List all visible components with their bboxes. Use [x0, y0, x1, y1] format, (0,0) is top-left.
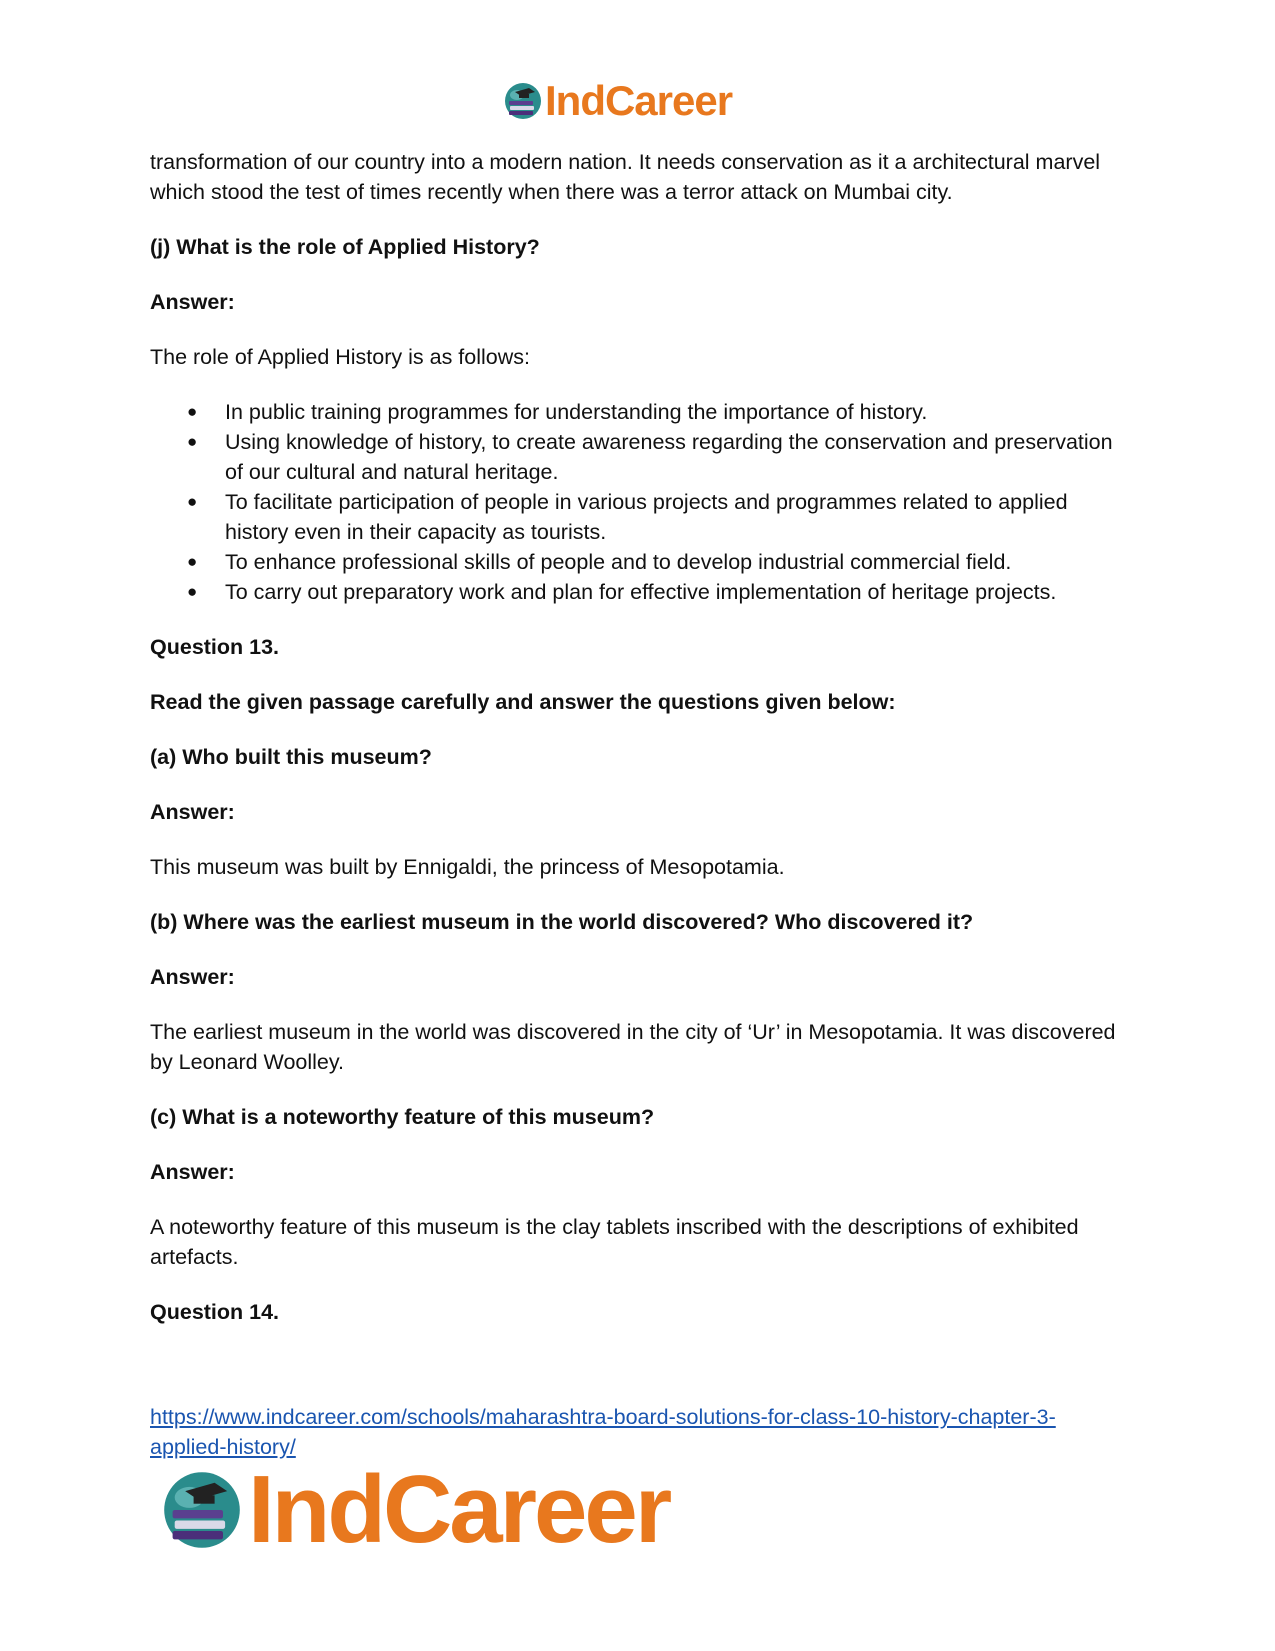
- question-j: (j) What is the role of Applied History?: [150, 235, 540, 259]
- question-13a: (a) Who built this museum?: [150, 745, 432, 769]
- list-item: ● In public training programmes for understanding the importance of history.: [150, 397, 1130, 427]
- answer-label-j: Answer:: [150, 290, 235, 314]
- answer-lead-j: The role of Applied History is as follows:: [150, 345, 530, 369]
- applied-history-roles-list: [150, 397, 1130, 607]
- list-item: ● To carry out preparatory work and plan for effective implementation of heritage projects.: [150, 577, 1130, 607]
- answer-label-13c: Answer:: [150, 1160, 235, 1184]
- question-13c: (c) What is a noteworthy feature of this museum?: [150, 1105, 655, 1129]
- document-body: [150, 147, 1130, 1352]
- answer-13c: A noteworthy feature of this museum is the clay tablets inscribed with the descriptions of exhibited artefacts.: [150, 1215, 1079, 1269]
- globe-book-icon: [160, 1468, 244, 1552]
- answer-13b: The earliest museum in the world was discovered in the city of ‘Ur’ in Mesopotamia. It was discovered by Leonard Woolley.: [150, 1020, 1116, 1074]
- answer-label-13b: Answer:: [150, 965, 235, 989]
- question-14-heading: Question 14.: [150, 1300, 280, 1324]
- globe-book-icon: [503, 81, 543, 121]
- logo-wordmark: IndCareer: [545, 77, 733, 124]
- intro-paragraph: transformation of our country into a modern nation. It needs conservation as it a architectural marvel which stood the test of times recently when there was a terror attack on Mumbai city.: [150, 150, 1101, 204]
- list-item: ● To enhance professional skills of people and to develop industrial commercial field.: [150, 547, 1130, 577]
- footer-logo: [160, 1456, 670, 1563]
- source-url-link[interactable]: https://www.indcareer.com/schools/maharashtra-board-solutions-for-class-10-history-chapter-3-applied-history/: [150, 1405, 1056, 1459]
- header-logo: [503, 77, 733, 124]
- question-13-heading: Question 13.: [150, 635, 280, 659]
- answer-13a: This museum was built by Ennigaldi, the princess of Mesopotamia.: [150, 855, 785, 879]
- list-item: ● To facilitate participation of people in various projects and programmes related to applied history even in their capacity as tourists.: [150, 487, 1130, 547]
- list-item: ● Using knowledge of history, to create awareness regarding the conservation and preservation of our cultural and natural heritage.: [150, 427, 1130, 487]
- answer-label-13a: Answer:: [150, 800, 235, 824]
- question-13-instruction: Read the given passage carefully and answer the questions given below:: [150, 690, 896, 714]
- logo-wordmark: IndCareer: [248, 1456, 670, 1563]
- question-13b: (b) Where was the earliest museum in the world discovered? Who discovered it?: [150, 910, 974, 934]
